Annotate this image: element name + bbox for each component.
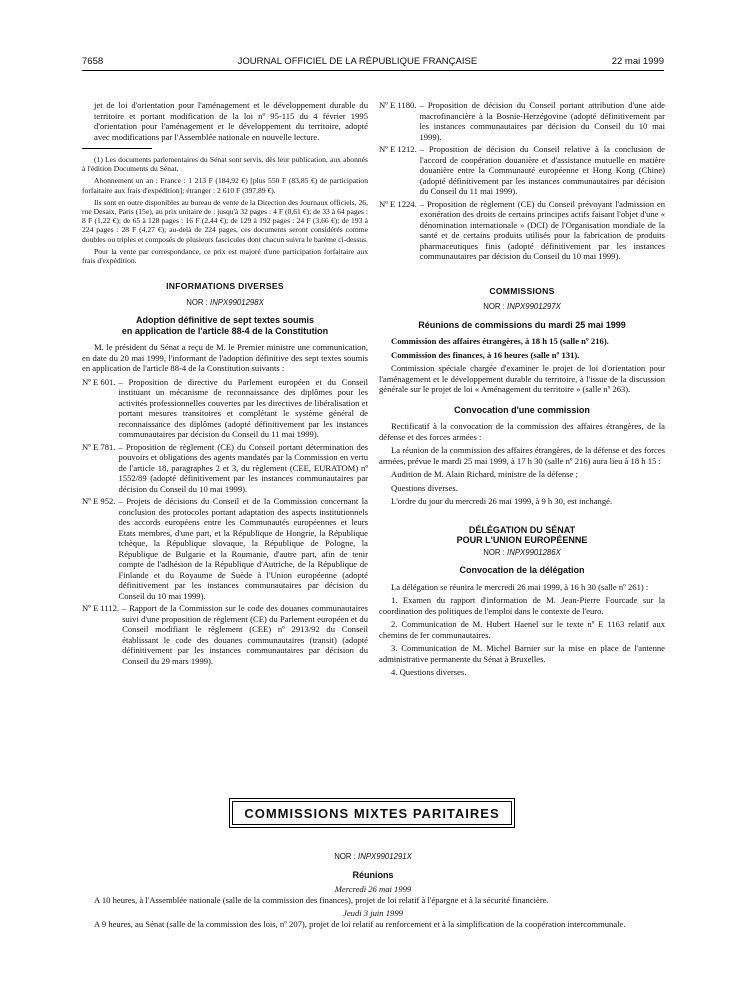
meeting-line: Commission des affaires étrangères, à 18 h 15 (salle nº 216).	[391, 336, 609, 346]
meeting-date: Jeudi 3 juin 1999	[343, 908, 403, 918]
footnote: Ils sont en outre disponibles au bureau de vente de la Direction des Journaux officiels, 26, rue Desaix, Paris (15e), au prix unitaire de : jusqu'à 32 pages : 4 F (0,61 €); de 33 à 64 pages : 8 F (1,22 €); de 65 à 128 pages : 16 F (2,44 €); de 129 à 192 pages : 24 F (3,66 €); de 193 à 224 pages : 28 F (4,27 €); au-delà de 224 pages, ces documents seront considérés comme doubles ou triples et composés de plusieurs fascicules dont chacun suivra le barème ci-dessus.	[82, 197, 368, 244]
delegation-line: 2. Communication de M. Hubert Haenel sur le texte nº E 1163 relatif aux chemins de fer communautaires.	[379, 619, 665, 640]
nor-code: INPX9901291X	[358, 852, 412, 861]
footnote-rule	[82, 148, 152, 149]
item-number: Nº E 952.	[82, 496, 116, 507]
meeting-date: Mercredi 26 mai 1999	[334, 884, 412, 894]
meeting-line: A 9 heures, au Sénat (salle de la commission des lois, nº 207), projet de loi relatif au renforcement et à la simplification de la coopération intercommunale.	[94, 918, 626, 929]
section-title: COMMISSIONS	[489, 285, 555, 296]
item-text: – Proposition de règlement (CE) du Conseil portant détermination des pouvoirs et obligations des agents mandatés par la Commission en vertu de l'article 18, paragraphes 2 et 3, du règlement (CEE, EURATOM) nº 1552/89 (adopté définitivement par les instances communautaires par décision du Conseil du 10 mai 1999).	[118, 441, 368, 494]
item-number: Nº E 781.	[82, 441, 116, 452]
convocation-line: La réunion de la commission des affaires étrangères, de la défense et des forces armées, prévue le mardi 25 mai 1999, à 17 h 30 (salle nº 216) aura lieu à 18 h 15 :	[379, 445, 665, 466]
delegation-subheading: Convocation de la délégation	[459, 565, 585, 575]
article-heading	[82, 315, 368, 336]
section-box	[229, 798, 515, 828]
list-item	[82, 442, 368, 495]
footnote: (1) Les documents parlementaires du Sénat sont servis, dès leur publication, aux abonnés à l'édition Documents du Sénat.	[82, 155, 368, 174]
item-number: Nº E 1180.	[379, 100, 417, 110]
page-number: 7658	[82, 56, 104, 67]
heading-line: DÉLÉGATION DU SÉNAT	[468, 524, 576, 535]
list-item	[82, 603, 368, 666]
item-text: – Proposition de décision du Conseil portant attribution d'une aide macrofinancière à la Bosnie-Herzégovine (adopté définitivement par les instances communautaires par décision du Conseil du 10 mai 1999).	[419, 100, 665, 142]
convocation-line: Questions diverses.	[391, 482, 458, 493]
item-number: Nº E 1224.	[379, 198, 417, 209]
convocation-heading: Convocation d'une commission	[454, 404, 590, 415]
header-rule	[82, 70, 664, 71]
nor-code: INPX9901286X	[507, 547, 561, 557]
item-text: – Rapport de la Commission sur le code des douanes communautaires suivi d'une proposition de règlement (CE) du Parlement européen et du Conseil modifiant le règlement (CEE) nº 2913/92 du Conseil établissant le code des douanes communautaires (transit) (adopté définitivement par les instances communautaires par décision du Conseil du 29 mars 1999).	[122, 603, 368, 666]
issue-date: 22 mai 1999	[611, 56, 664, 67]
delegation-line: La délégation se réunira le mercredi 26 mai 1999, à 16 h 30 (salle nº 261) :	[391, 581, 649, 592]
left-column	[82, 100, 368, 668]
convocation-line: Rectificatif à la convocation de la commission des affaires étrangères, de la défense et des forces armées :	[379, 421, 665, 442]
meeting-line: A 10 heures, à l'Assemblée nationale (salle de la commission des finances), projet de loi relatif à l'épargne et à la sécurité financière.	[94, 894, 549, 905]
list-item	[379, 199, 665, 262]
nor-label: NOR :	[483, 547, 505, 557]
nor-code: INPX9901298X	[210, 297, 264, 307]
delegation-line: 1. Examen du rapport d'information de M. Jean-Pierre Fourcade sur la coordination des politiques de l'emploi dans le contexte de l'euro.	[379, 595, 665, 616]
right-column	[379, 100, 665, 681]
item-text: – Projets de décisions du Conseil et de la Commission concernant la conclusion des protocoles portant adaptation des aspects institutionnels des accords européens entre les Communautés européennes et leurs Etats membres, d'une part, et la République de Hongrie, la République tchèque, la République slovaque, la République de Pologne, la République de Bulgarie et la Roumanie, d'autre part, afin de tenir compte de l'adhésion de la République d'Autriche, de la République de Finlande et du Royaume de Suède à l'Union européenne (adopté définitivement par les instances communautaires par décision du Conseil du 10 mai 1999).	[118, 496, 368, 601]
item-number: Nº E 1112.	[82, 603, 120, 614]
meetings-heading: Réunions de commissions du mardi 25 mai 1999	[418, 319, 626, 330]
nor-label: NOR :	[186, 297, 208, 307]
nor-reference	[82, 298, 368, 309]
convocation-line: L'ordre du jour du mercredi 26 mai 1999, à 9 h 30, est inchangé.	[391, 496, 613, 506]
item-number: Nº E 601.	[82, 376, 116, 387]
list-item	[82, 496, 368, 601]
convocation-line: Audition de M. Alain Richard, ministre de la défense ;	[391, 469, 578, 479]
nor-reference	[379, 302, 665, 313]
list-item	[82, 377, 368, 440]
nor-reference	[379, 548, 665, 559]
item-text: – Proposition de directive du Parlement européen et du Conseil instituant un mécanisme de reconnaissance des diplômes pour les activités professionnelles couvertes par les directives de libéralisation et portant mesures transitoires et complétant le système général de reconnaissance des diplômes (adopté définitivement par les instances communautaires par décision du Conseil du 11 mai 1999).	[118, 376, 368, 440]
footnote: Abonnement un an : France : 1 213 F (184,92 €) [plus 550 F (83,85 €) de participation forfaitaire aux frais d'expédition]; étranger : 2 610 F (397,89 €).	[82, 176, 368, 195]
nor-label: NOR :	[483, 302, 505, 311]
section-title: INFORMATIONS DIVERSES	[166, 281, 284, 292]
meeting-line: Commission des finances, à 16 heures (salle nº 131).	[391, 349, 580, 360]
item-text: – Proposition de règlement (CE) du Conseil prévoyant l'admission en exonération des droits de certains principes actifs faisant l'objet d'une « dénomination internationale » (DCI) de l'Organisation mondiale de la santé et de certains produits utilisés pour la fabrication de produits pharmaceutiques finis (adopté définitivement par les instances communautaires par décision du Conseil du 10 mai 1999).	[419, 198, 665, 261]
list-item	[379, 100, 665, 142]
nor-reference	[82, 852, 664, 863]
meeting-line: Commission spéciale chargée d'examiner le projet de loi d'orientation pour l'aménagement et le développement durable du territoire, à l'issue de la discussion générale sur le projet de loi « Aménagement du territoire » (salle nº 263).	[379, 363, 665, 394]
delegation-line: 3. Communication de M. Michel Barnier sur la mise en place de l'antenne administrative permanente du Sénat à Bruxelles.	[379, 643, 665, 664]
nor-label: NOR :	[334, 852, 356, 861]
journal-title: JOURNAL OFFICIEL DE LA RÉPUBLIQUE FRANÇAISE	[237, 56, 478, 67]
delegation-line: 4. Questions diverses.	[391, 667, 467, 677]
footnote: Pour la vente par correspondance, ce prix est majoré d'une participation forfaitaire aux frais d'expédition.	[82, 246, 368, 266]
item-number: Nº E 1212.	[379, 144, 417, 154]
article-paragraph: M. le président du Sénat a reçu de M. le Premier ministre une communication, en date du 20 mai 1999, l'informant de l'adoption définitive des sept textes soumis en application de l'article 88-4 de la Constitution suivants :	[82, 342, 368, 374]
heading-line: Adoption définitive de sept textes soumis	[135, 315, 315, 326]
intro-paragraph: jet de loi d'orientation pour l'aménagement et le développement durable du territoire et portant modification de la loi nº 95-115 du 4 février 1995 d'orientation pour l'aménagement et le développement du territoire, adopté avec modifications par l'Assemblée nationale en nouvelle lecture.	[94, 100, 368, 142]
page-header	[82, 56, 664, 67]
bottom-heading: Réunions	[352, 869, 394, 880]
delegation-heading	[379, 525, 665, 546]
item-text: – Proposition de décision du Conseil relative à la conclusion de l'accord de coopération douanière et d'assistance mutuelle en matière douanière entre la Communauté européenne et Hong Kong (Chine) (adopté définitivement par les instances communautaires par décision du Conseil du 11 mai 1999).	[419, 144, 665, 196]
heading-line: POUR L'UNION EUROPÉENNE	[456, 535, 588, 545]
box-title: COMMISSIONS MIXTES PARITAIRES	[232, 801, 512, 825]
nor-code: INPX9901297X	[507, 302, 561, 311]
list-item	[379, 144, 665, 197]
heading-line: en application de l'article 88-4 de la Constitution	[121, 325, 329, 336]
bottom-section	[82, 852, 664, 932]
